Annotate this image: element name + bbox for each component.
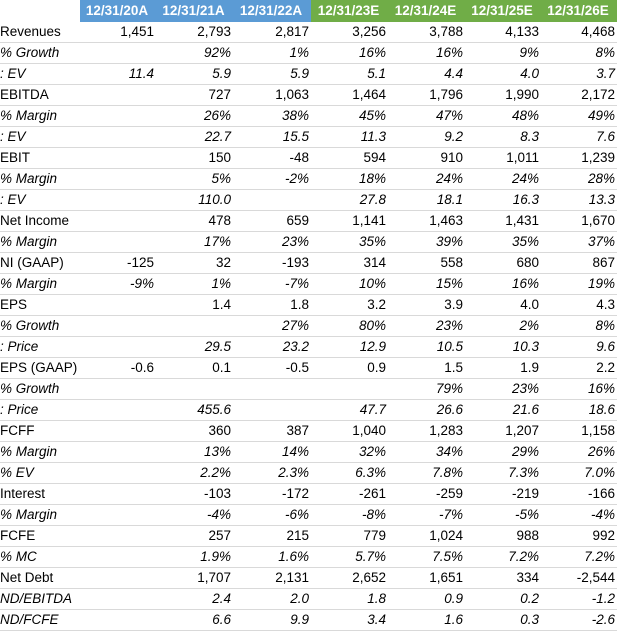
table-cell: 659: [233, 211, 311, 232]
table-cell: 1.6%: [233, 547, 311, 568]
table-row-metric: [0, 295, 617, 316]
table-cell: 3.2: [311, 295, 388, 316]
table-cell: -48: [233, 148, 311, 169]
row-label: % Growth: [0, 316, 80, 337]
table-cell: [156, 379, 233, 400]
table-cell: 2.2%: [156, 463, 233, 484]
table-row-ratio: [0, 400, 617, 421]
row-label: Revenues: [0, 22, 80, 43]
table-cell: 47.7: [311, 400, 388, 421]
table-cell: 1,063: [233, 85, 311, 106]
table-row-metric: [0, 148, 617, 169]
table-cell: 39%: [388, 232, 465, 253]
row-label: % Margin: [0, 442, 80, 463]
table-row-ratio: [0, 127, 617, 148]
table-cell: -172: [233, 484, 311, 505]
table-cell: 1.6: [388, 610, 465, 631]
table-cell: 4.4: [388, 64, 465, 85]
table-cell: 455.6: [156, 400, 233, 421]
table-cell: [80, 463, 156, 484]
table-cell: -4%: [541, 505, 617, 526]
table-cell: [80, 316, 156, 337]
table-cell: -0.5: [233, 358, 311, 379]
row-label: : Price: [0, 400, 80, 421]
row-label: NI (GAAP): [0, 253, 80, 274]
table-cell: 23%: [388, 316, 465, 337]
table-cell: -166: [541, 484, 617, 505]
table-cell: -4%: [156, 505, 233, 526]
row-label: : EV: [0, 127, 80, 148]
table-row-metric: [0, 85, 617, 106]
table-cell: 150: [156, 148, 233, 169]
table-cell: 10.3: [465, 337, 541, 358]
table-cell: 1,651: [388, 568, 465, 589]
table-cell: -9%: [80, 274, 156, 295]
table-cell: 27.8: [311, 190, 388, 211]
header-row: [0, 0, 617, 22]
table-row-ratio: [0, 64, 617, 85]
table-cell: 9%: [465, 43, 541, 64]
table-cell: 2,131: [233, 568, 311, 589]
table-cell: 7.6: [541, 127, 617, 148]
row-label: Interest: [0, 484, 80, 505]
table-row-ratio: [0, 274, 617, 295]
row-label: FCFE: [0, 526, 80, 547]
table-cell: 1,040: [311, 421, 388, 442]
row-label: % Margin: [0, 274, 80, 295]
table-cell: 2,817: [233, 22, 311, 43]
table-cell: 16%: [541, 379, 617, 400]
table-cell: [233, 379, 311, 400]
table-cell: 16%: [388, 43, 465, 64]
table-cell: 32%: [311, 442, 388, 463]
table-cell: [80, 484, 156, 505]
table-cell: 8%: [541, 43, 617, 64]
table-cell: 92%: [156, 43, 233, 64]
table-cell: 16.3: [465, 190, 541, 211]
table-cell: 9.2: [388, 127, 465, 148]
table-cell: [80, 295, 156, 316]
table-cell: 1,024: [388, 526, 465, 547]
column-header-estimate: 12/31/23E: [311, 0, 388, 22]
row-label: : Price: [0, 337, 80, 358]
table-cell: 5.1: [311, 64, 388, 85]
table-cell: 779: [311, 526, 388, 547]
table-cell: -1.2: [541, 589, 617, 610]
table-cell: 48%: [465, 106, 541, 127]
table-cell: 21.6: [465, 400, 541, 421]
column-header-estimate: 12/31/25E: [465, 0, 541, 22]
table-cell: 1.5: [388, 358, 465, 379]
row-label: % Margin: [0, 232, 80, 253]
table-cell: 5.9: [156, 64, 233, 85]
table-cell: 2.2: [541, 358, 617, 379]
table-row-ratio: [0, 463, 617, 484]
row-label: % Margin: [0, 106, 80, 127]
table-body: [0, 22, 617, 631]
table-cell: [80, 421, 156, 442]
table-cell: -5%: [465, 505, 541, 526]
column-header-estimate: 12/31/26E: [541, 0, 617, 22]
table-cell: 38%: [233, 106, 311, 127]
table-cell: [80, 211, 156, 232]
table-cell: -103: [156, 484, 233, 505]
table-cell: 6.3%: [311, 463, 388, 484]
table-cell: 24%: [388, 169, 465, 190]
row-label: ND/FCFE: [0, 610, 80, 631]
table-row-ratio: [0, 442, 617, 463]
table-cell: [80, 547, 156, 568]
table-cell: 1.9: [465, 358, 541, 379]
table-cell: 23%: [233, 232, 311, 253]
table-row-metric: [0, 22, 617, 43]
table-cell: 26%: [156, 106, 233, 127]
table-cell: 16%: [311, 43, 388, 64]
table-row-metric: [0, 358, 617, 379]
table-cell: -193: [233, 253, 311, 274]
row-label: % Growth: [0, 379, 80, 400]
table-cell: 2.4: [156, 589, 233, 610]
table-cell: 23%: [465, 379, 541, 400]
table-cell: [80, 148, 156, 169]
table-cell: [80, 379, 156, 400]
table-cell: [311, 379, 388, 400]
table-cell: 1,464: [311, 85, 388, 106]
table-cell: 18.6: [541, 400, 617, 421]
table-cell: 1%: [156, 274, 233, 295]
table-cell: [80, 106, 156, 127]
table-cell: -6%: [233, 505, 311, 526]
table-cell: 23.2: [233, 337, 311, 358]
table-cell: 5.9: [233, 64, 311, 85]
table-row-ratio: [0, 169, 617, 190]
table-cell: [80, 442, 156, 463]
table-cell: 2.0: [233, 589, 311, 610]
table-cell: 2%: [465, 316, 541, 337]
table-cell: -7%: [233, 274, 311, 295]
table-cell: [80, 610, 156, 631]
table-cell: 1,990: [465, 85, 541, 106]
table-cell: 1,158: [541, 421, 617, 442]
table-row-ratio: [0, 106, 617, 127]
table-row-ratio: [0, 316, 617, 337]
table-cell: 1,670: [541, 211, 617, 232]
table-cell: 32: [156, 253, 233, 274]
table-row-ratio: [0, 589, 617, 610]
table-cell: 5.7%: [311, 547, 388, 568]
table-cell: 2,172: [541, 85, 617, 106]
table-row-metric: [0, 484, 617, 505]
table-cell: [80, 43, 156, 64]
table-cell: [80, 169, 156, 190]
table-cell: -7%: [388, 505, 465, 526]
table-cell: 45%: [311, 106, 388, 127]
table-cell: 15.5: [233, 127, 311, 148]
table-cell: 0.1: [156, 358, 233, 379]
table-cell: 8%: [541, 316, 617, 337]
row-label: Net Debt: [0, 568, 80, 589]
table-cell: 28%: [541, 169, 617, 190]
table-cell: 1.8: [233, 295, 311, 316]
table-cell: 594: [311, 148, 388, 169]
table-cell: 27%: [233, 316, 311, 337]
table-cell: 360: [156, 421, 233, 442]
table-cell: 11.4: [80, 64, 156, 85]
row-label: : EV: [0, 64, 80, 85]
table-cell: 1,707: [156, 568, 233, 589]
table-cell: -2%: [233, 169, 311, 190]
table-cell: 867: [541, 253, 617, 274]
table-cell: 387: [233, 421, 311, 442]
table-cell: 2.3%: [233, 463, 311, 484]
table-cell: 29%: [465, 442, 541, 463]
table-cell: 3.7: [541, 64, 617, 85]
table-cell: -259: [388, 484, 465, 505]
column-header-actual: 12/31/21A: [156, 0, 233, 22]
table-cell: 680: [465, 253, 541, 274]
table-cell: 7.2%: [541, 547, 617, 568]
table-cell: 9.9: [233, 610, 311, 631]
table-row-ratio: [0, 610, 617, 631]
table-cell: 14%: [233, 442, 311, 463]
row-label: EBIT: [0, 148, 80, 169]
table-cell: 18.1: [388, 190, 465, 211]
table-cell: [80, 526, 156, 547]
row-label: : EV: [0, 190, 80, 211]
table-cell: 24%: [465, 169, 541, 190]
table-cell: -8%: [311, 505, 388, 526]
row-label: % Growth: [0, 43, 80, 64]
table-cell: 314: [311, 253, 388, 274]
table-cell: 1,207: [465, 421, 541, 442]
table-cell: 26.6: [388, 400, 465, 421]
table-cell: 12.9: [311, 337, 388, 358]
row-label: ND/EBITDA: [0, 589, 80, 610]
table-cell: 3.4: [311, 610, 388, 631]
table-cell: 4.0: [465, 64, 541, 85]
table-row-ratio: [0, 547, 617, 568]
table-cell: 2,652: [311, 568, 388, 589]
row-label: Net Income: [0, 211, 80, 232]
table-cell: [80, 190, 156, 211]
table-cell: 16%: [465, 274, 541, 295]
table-cell: 9.6: [541, 337, 617, 358]
table-cell: 7.8%: [388, 463, 465, 484]
table-row-ratio: [0, 190, 617, 211]
table-cell: 3.9: [388, 295, 465, 316]
table-row-ratio: [0, 43, 617, 64]
table-cell: 37%: [541, 232, 617, 253]
table-cell: [80, 589, 156, 610]
table-cell: 988: [465, 526, 541, 547]
table-cell: 1,463: [388, 211, 465, 232]
table-cell: 35%: [465, 232, 541, 253]
table-cell: 26%: [541, 442, 617, 463]
row-label: EPS: [0, 295, 80, 316]
table-cell: 110.0: [156, 190, 233, 211]
table-cell: 478: [156, 211, 233, 232]
table-cell: 215: [233, 526, 311, 547]
table-cell: 0.9: [388, 589, 465, 610]
table-cell: 257: [156, 526, 233, 547]
table-cell: 10.5: [388, 337, 465, 358]
column-header-actual: 12/31/20A: [80, 0, 156, 22]
table-cell: 910: [388, 148, 465, 169]
table-cell: 11.3: [311, 127, 388, 148]
table-cell: 19%: [541, 274, 617, 295]
table-cell: 79%: [388, 379, 465, 400]
row-label: % MC: [0, 547, 80, 568]
table-cell: 22.7: [156, 127, 233, 148]
table-cell: -219: [465, 484, 541, 505]
table-row-metric: [0, 211, 617, 232]
table-cell: [80, 337, 156, 358]
corner-cell: [0, 0, 80, 22]
table-cell: [80, 568, 156, 589]
table-cell: 1,011: [465, 148, 541, 169]
row-label: EPS (GAAP): [0, 358, 80, 379]
table-cell: 0.3: [465, 610, 541, 631]
table-cell: [80, 400, 156, 421]
table-cell: 2,793: [156, 22, 233, 43]
table-cell: 3,256: [311, 22, 388, 43]
table-cell: [233, 400, 311, 421]
row-label: % Margin: [0, 169, 80, 190]
table-cell: 558: [388, 253, 465, 274]
table-cell: 1,431: [465, 211, 541, 232]
table-cell: 4.0: [465, 295, 541, 316]
table-cell: 992: [541, 526, 617, 547]
table-cell: 1,451: [80, 22, 156, 43]
table-cell: [80, 85, 156, 106]
table-cell: 8.3: [465, 127, 541, 148]
table-cell: 1,239: [541, 148, 617, 169]
table-row-metric: [0, 526, 617, 547]
row-label: % Margin: [0, 505, 80, 526]
table-row-metric: [0, 568, 617, 589]
table-cell: [233, 190, 311, 211]
table-cell: 35%: [311, 232, 388, 253]
table-cell: 10%: [311, 274, 388, 295]
table-row-ratio: [0, 379, 617, 400]
table-cell: 0.9: [311, 358, 388, 379]
table-cell: 1,796: [388, 85, 465, 106]
table-cell: 4,133: [465, 22, 541, 43]
column-header-estimate: 12/31/24E: [388, 0, 465, 22]
table-cell: 34%: [388, 442, 465, 463]
table-cell: -2.6: [541, 610, 617, 631]
table-cell: [156, 316, 233, 337]
table-cell: 1.9%: [156, 547, 233, 568]
table-cell: 13%: [156, 442, 233, 463]
table-row-ratio: [0, 505, 617, 526]
table-cell: 1.8: [311, 589, 388, 610]
table-cell: 7.3%: [465, 463, 541, 484]
table-cell: -261: [311, 484, 388, 505]
table-cell: 0.2: [465, 589, 541, 610]
table-row-metric: [0, 421, 617, 442]
table-cell: 47%: [388, 106, 465, 127]
table-cell: 1%: [233, 43, 311, 64]
table-cell: 1,283: [388, 421, 465, 442]
column-header-actual: 12/31/22A: [233, 0, 311, 22]
row-label: FCFF: [0, 421, 80, 442]
row-label: EBITDA: [0, 85, 80, 106]
table-cell: 29.5: [156, 337, 233, 358]
table-cell: 17%: [156, 232, 233, 253]
table-cell: 1,141: [311, 211, 388, 232]
table-cell: 49%: [541, 106, 617, 127]
table-cell: 13.3: [541, 190, 617, 211]
table-row-ratio: [0, 232, 617, 253]
table-cell: 4,468: [541, 22, 617, 43]
table-cell: 5%: [156, 169, 233, 190]
table-cell: 4.3: [541, 295, 617, 316]
table-cell: -125: [80, 253, 156, 274]
table-cell: 7.5%: [388, 547, 465, 568]
table-cell: -2,544: [541, 568, 617, 589]
table-cell: 727: [156, 85, 233, 106]
table-cell: 7.2%: [465, 547, 541, 568]
table-cell: 6.6: [156, 610, 233, 631]
table-cell: [80, 505, 156, 526]
table-cell: 80%: [311, 316, 388, 337]
table-cell: 18%: [311, 169, 388, 190]
table-cell: 334: [465, 568, 541, 589]
table-row-metric: [0, 253, 617, 274]
table-cell: 1.4: [156, 295, 233, 316]
table-cell: [80, 127, 156, 148]
table-cell: 7.0%: [541, 463, 617, 484]
table-cell: [80, 232, 156, 253]
table-cell: 3,788: [388, 22, 465, 43]
table-cell: 15%: [388, 274, 465, 295]
table-cell: -0.6: [80, 358, 156, 379]
table-row-ratio: [0, 337, 617, 358]
row-label: % EV: [0, 463, 80, 484]
